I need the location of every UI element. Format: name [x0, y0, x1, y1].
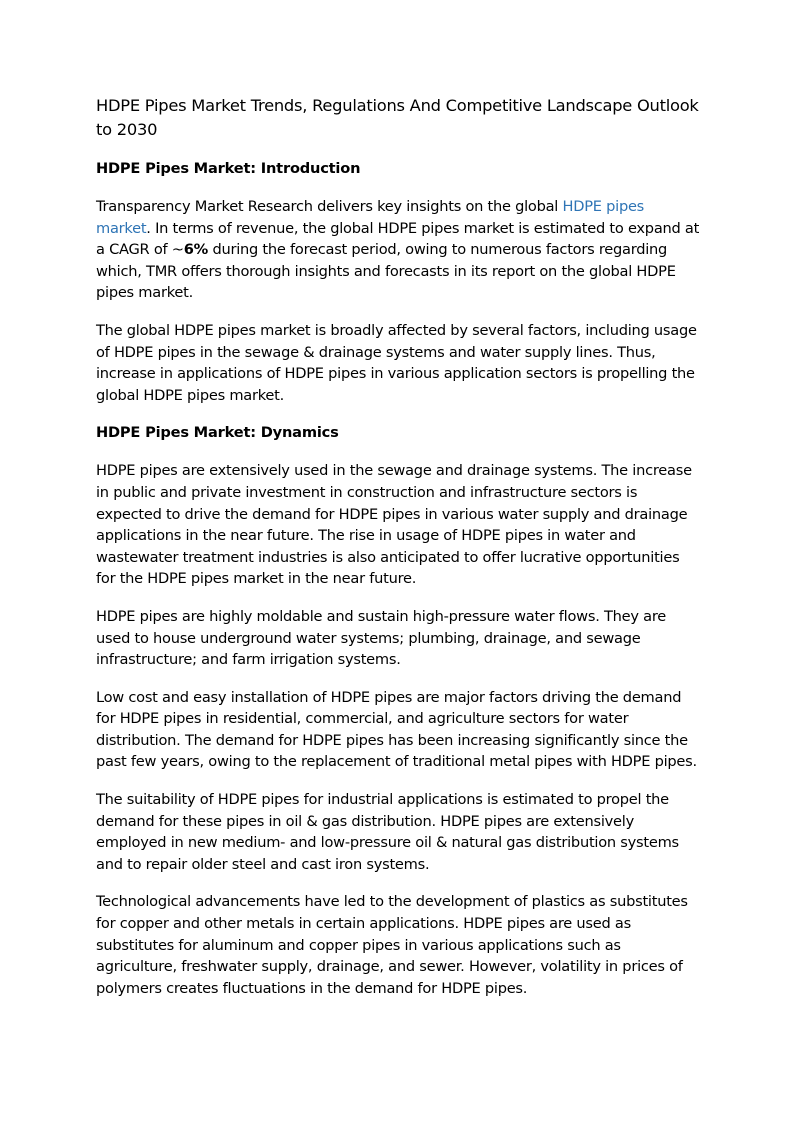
document-page [96, 94, 700, 1015]
document-title: HDPE Pipes Market Trends, Regulations And Competitive Landscape Outlook to 2030 [96, 96, 699, 139]
introduction-paragraph-2: The global HDPE pipes market is broadly affected by several factors, including usage of HDPE pipes in the sewage & drainage systems and water supply lines. Thus, increase in applications of HDPE pipes in various application sectors is propelling the global HDPE pipes market. [96, 321, 697, 404]
introduction-heading: HDPE Pipes Market: Introduction [96, 160, 361, 177]
dynamics-paragraph-3: Low cost and easy installation of HDPE pipes are major factors driving the demand for HDPE pipes in residential, commercial, and agriculture sectors for water distribution. The demand for HDPE pipes has been increasing significantly since the past few years, owing to the replacement of traditional metal pipes with HDPE pipes. [96, 688, 697, 771]
dynamics-paragraph-1: HDPE pipes are extensively used in the sewage and drainage systems. The increase in public and private investment in construction and infrastructure sectors is expected to drive the demand for HDPE pipes in various water supply and drainage applications in the near future. The rise in usage of HDPE pipes in water and wastewater treatment industries is also anticipated to offer lucrative opportunities for the HDPE pipes market in the near future. [96, 462, 692, 588]
intro-text-after-link: . In terms of revenue, the global HDPE pipes market is estimated to expand at a CAGR of ~ [96, 219, 700, 259]
dynamics-heading: HDPE Pipes Market: Dynamics [96, 424, 339, 442]
intro-text-before-link: Transparency Market Research delivers key insights on the global [96, 198, 563, 215]
introduction-paragraph-1 [96, 196, 700, 304]
dynamics-paragraph-2: HDPE pipes are highly moldable and sustain high-pressure water flows. They are used to house underground water systems; plumbing, drainage, and sewage infrastructure; and farm irrigation systems. [96, 607, 666, 669]
cagr-value: 6% [183, 241, 209, 259]
hdpe-pipes-market-link[interactable]: HDPE pipes market [96, 198, 645, 237]
dynamics-paragraph-4: The suitability of HDPE pipes for industrial applications is estimated to propel the demand for these pipes in oil & gas distribution. HDPE pipes are extensively employed in new medium- and low-pressure oil & natural gas distribution systems and to repair older steel and cast iron systems. [96, 791, 679, 873]
intro-text-after-cagr: during the forecast period, owing to numerous factors regarding which, TMR offers thorough insights and forecasts in its report on the global HDPE pipes market. [96, 241, 676, 302]
dynamics-paragraph-5: Technological advancements have led to the development of plastics as substitutes for copper and other metals in certain applications. HDPE pipes are used as substitutes for aluminum and copper pipes in various applications such as agriculture, freshwater supply, drainage, and sewer. However, volatility in prices of polymers creates fluctuations in the demand for HDPE pipes. [96, 893, 688, 997]
